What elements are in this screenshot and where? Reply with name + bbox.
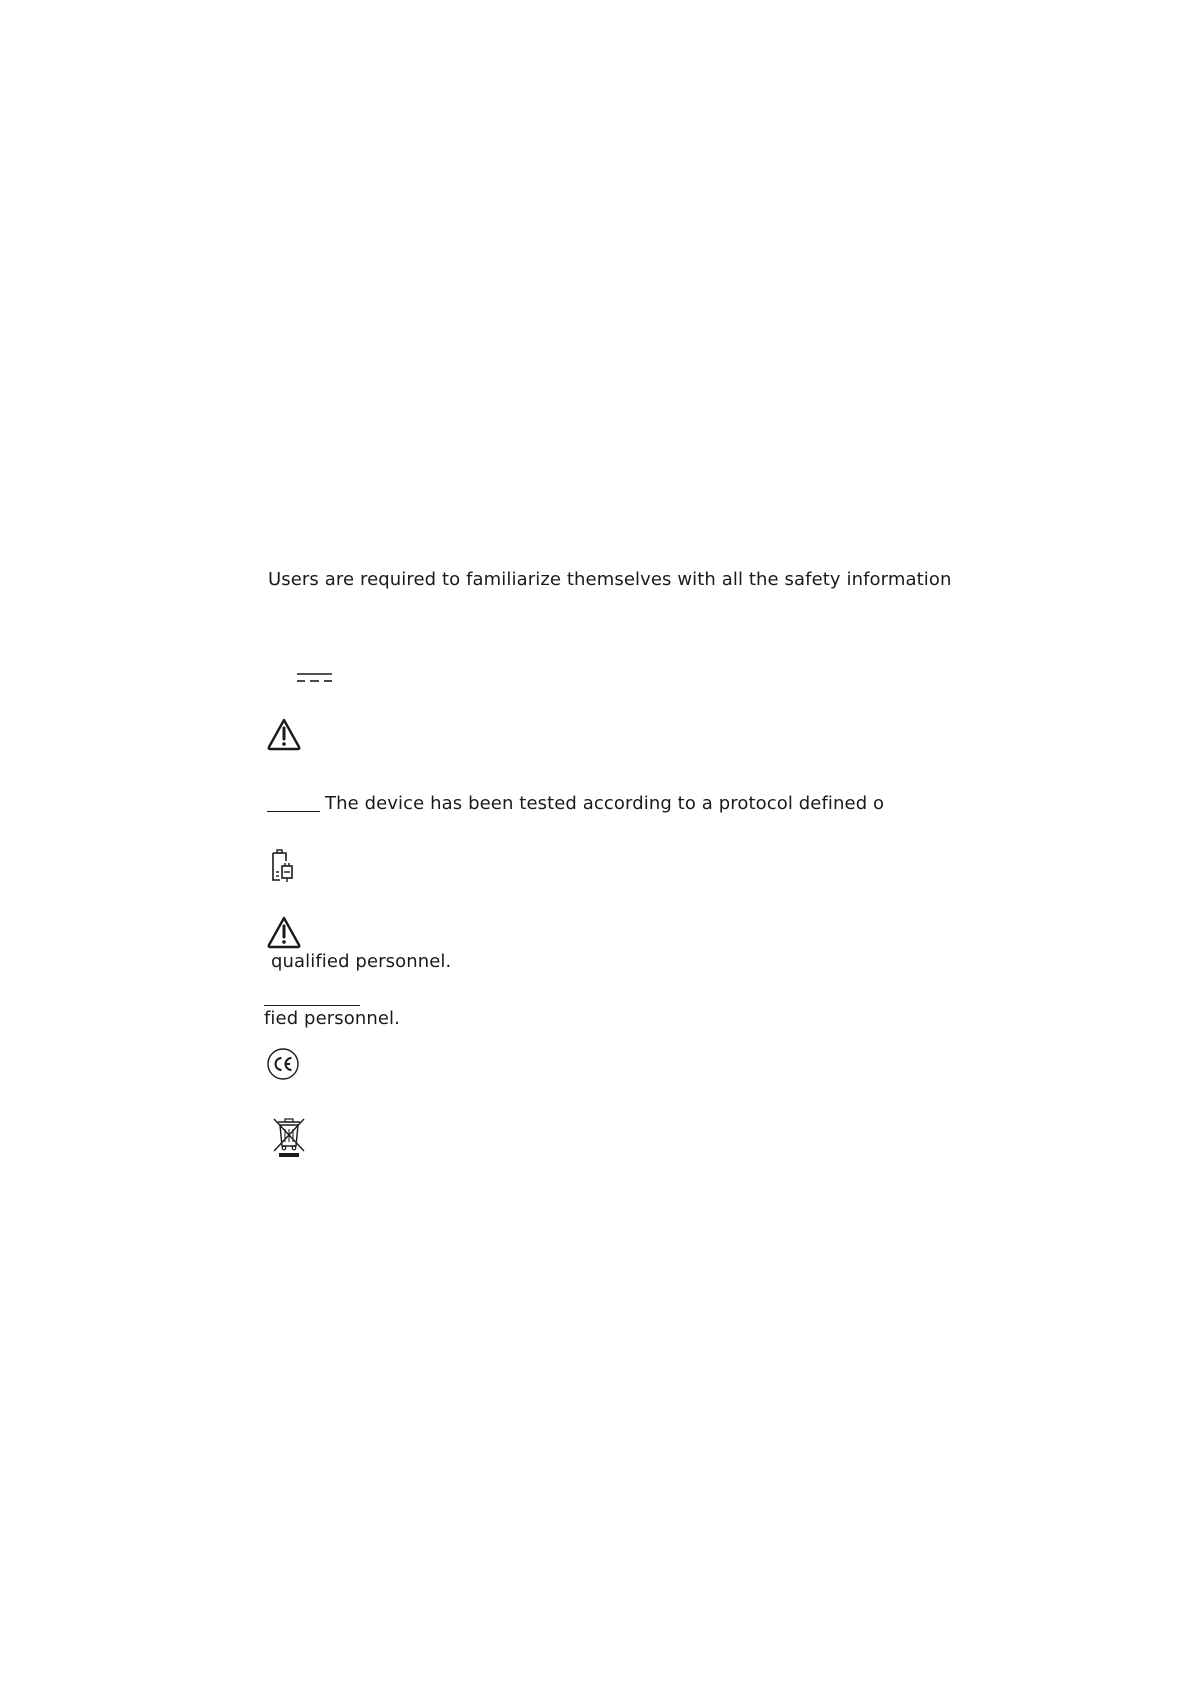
blank-underline xyxy=(267,811,320,812)
fied-personnel-text: fied personnel. xyxy=(264,1008,400,1029)
ce-mark-icon xyxy=(266,1047,300,1081)
crossed-out-bin-icon xyxy=(272,1118,306,1158)
warning-triangle-icon xyxy=(266,915,302,949)
battery-charging-icon xyxy=(270,849,296,883)
warning-triangle-icon xyxy=(266,717,302,751)
tested-protocol-text: The device has been tested according to a protocol defined o xyxy=(325,793,885,814)
safety-intro-text: Users are required to familiarize themselves with all the safety information xyxy=(268,569,952,590)
section-rule xyxy=(264,1005,360,1006)
qualified-personnel-text: qualified personnel. xyxy=(271,951,452,972)
direct-current-icon xyxy=(296,672,334,684)
